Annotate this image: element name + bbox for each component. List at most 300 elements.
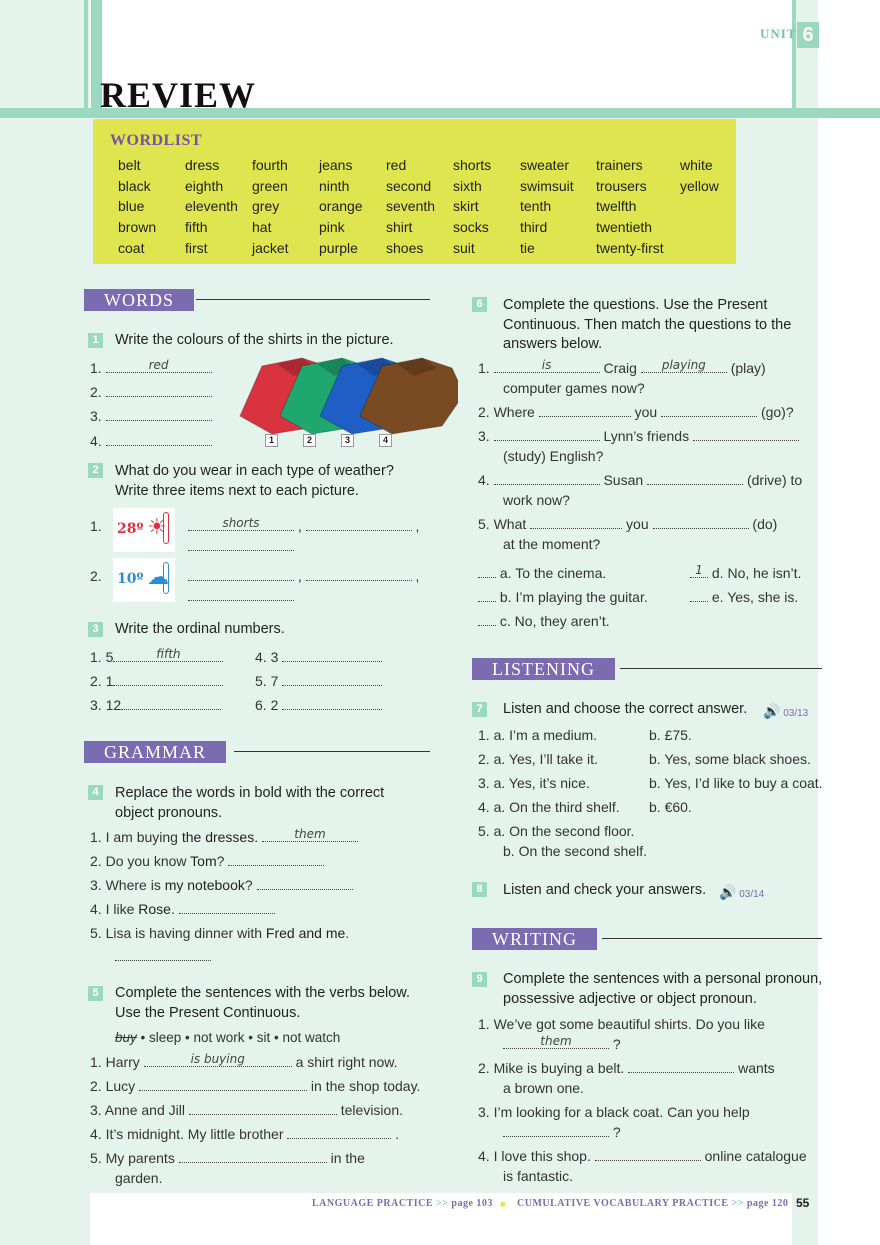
exercise-item <box>90 431 212 451</box>
text: c. No, they aren’t. <box>496 613 610 629</box>
exercise-item <box>90 647 223 667</box>
item-number: 1. <box>90 649 106 665</box>
wordlist-word: eleventh <box>185 198 238 215</box>
wordlist-word: belt <box>118 157 141 173</box>
answer-blank[interactable] <box>641 358 727 373</box>
exercise-item <box>478 358 766 378</box>
exercise-item <box>478 749 811 769</box>
exercise-item <box>478 514 777 534</box>
item-number: 4. <box>478 799 494 815</box>
answer-blank[interactable] <box>106 409 212 421</box>
cold-weather-picture <box>113 558 175 602</box>
exercise-item <box>90 358 212 378</box>
exercise-instruction: Complete the sentences with a personal pronoun, possessive adjective or object pronoun. <box>503 971 823 1007</box>
temperature-label: 28º <box>117 521 144 537</box>
wordlist-column <box>118 155 156 259</box>
footer-language-practice[interactable]: LANGUAGE PRACTICE >> page 103 <box>312 1198 493 1209</box>
exercise-number: 6 <box>472 297 487 312</box>
thermometer-icon <box>163 512 169 544</box>
answer-blank[interactable] <box>503 1034 609 1049</box>
exercise-item <box>90 1052 398 1072</box>
exercise-item <box>255 671 382 691</box>
wordlist-word: second <box>386 177 432 194</box>
text: Craig <box>599 360 641 376</box>
answer-blank[interactable] <box>257 878 353 890</box>
exercise-item-cont <box>115 1168 162 1188</box>
audio-track[interactable] <box>719 884 764 901</box>
question-value: 1 <box>105 673 114 689</box>
bold-words: Fred and me <box>265 925 346 941</box>
text: Lisa is having dinner with <box>105 925 266 941</box>
wordlist-word: jacket <box>252 239 289 256</box>
question-value: 2 <box>270 697 283 713</box>
wordlist-word: tie <box>520 239 535 256</box>
exercise-item <box>478 1014 765 1034</box>
handwritten-answer: them <box>294 827 326 841</box>
wordlist-word: green <box>252 177 288 194</box>
text: work now? <box>503 492 570 508</box>
answer-blank[interactable] <box>121 698 221 710</box>
exercise-item <box>478 797 692 817</box>
exercise-instruction: Write the colours of the shirts in the picture. <box>115 332 394 348</box>
section-title: GRAMMAR <box>84 741 226 763</box>
answer-blank[interactable] <box>647 473 743 485</box>
answer-blank[interactable] <box>306 519 412 531</box>
text: garden. <box>115 1170 163 1186</box>
exercise-item <box>90 923 349 943</box>
text: I love this shop. <box>493 1148 595 1164</box>
exercise-item <box>188 516 419 536</box>
text: (go)? <box>757 404 794 420</box>
answer-blank[interactable] <box>494 473 600 485</box>
section-title: WORDS <box>84 289 194 311</box>
item-number: 4. <box>90 1126 106 1142</box>
exercise-item <box>255 695 382 715</box>
wordlist-column <box>185 155 238 259</box>
exercise-item-cont <box>503 446 603 466</box>
track-number: 03/14 <box>739 889 765 900</box>
answer-blank[interactable] <box>494 358 600 373</box>
answer-blank[interactable] <box>306 569 412 581</box>
temperature-label: 10º <box>117 571 144 587</box>
exercise-item <box>90 899 275 919</box>
match-blank[interactable] <box>478 566 496 578</box>
text: at the moment? <box>503 536 601 552</box>
handwritten-answer: is buying <box>190 1052 245 1066</box>
item-number: 1. <box>478 727 494 743</box>
section-grammar <box>84 741 430 763</box>
page-number: 55 <box>796 1196 810 1210</box>
match-blank[interactable] <box>478 614 496 626</box>
text: ? <box>609 1036 621 1052</box>
exercise-number: 9 <box>472 972 487 987</box>
option-b[interactable]: b. £75. <box>649 727 692 743</box>
exercise-item-cont <box>188 586 294 606</box>
wordlist-word: skirt <box>453 198 479 215</box>
verb-box <box>115 1028 340 1048</box>
answer-blank[interactable] <box>503 1125 609 1137</box>
sun-icon: ☀ <box>147 514 167 539</box>
text: a. To the cinema. <box>496 565 607 581</box>
exercise-item <box>478 725 692 745</box>
exercise-number: 3 <box>88 622 103 637</box>
item-number: 2. <box>478 751 494 767</box>
text: you <box>622 516 653 532</box>
wordlist-word: tenth <box>520 198 552 215</box>
text: I like <box>105 901 139 917</box>
text: ? <box>609 1124 621 1140</box>
wordlist-word: first <box>185 239 208 256</box>
text: e. Yes, she is. <box>708 589 799 605</box>
exercise-item <box>90 875 353 895</box>
item-number: 3. <box>478 1104 494 1120</box>
track-number: 03/13 <box>783 708 809 719</box>
option-a[interactable]: a. Yes, I’ll take it. <box>493 751 598 767</box>
text: computer games now? <box>503 380 645 396</box>
answer-blank[interactable] <box>539 405 631 417</box>
wordlist-word: eighth <box>185 177 224 194</box>
text: I’m looking for a black coat. Can you help <box>493 1104 750 1120</box>
wordlist-word: trousers <box>596 177 647 194</box>
text: Lucy <box>105 1078 140 1094</box>
wordlist-word: brown <box>118 219 157 236</box>
exercise-item <box>478 426 799 446</box>
exercise-item-cont <box>503 534 600 554</box>
answer-blank[interactable] <box>262 827 358 842</box>
hot-weather-picture <box>113 508 175 552</box>
text: , <box>411 518 420 534</box>
answer-option <box>478 587 648 607</box>
answer-option <box>478 611 610 631</box>
audio-track[interactable] <box>763 703 808 720</box>
text: Lynn’s friends <box>599 428 693 444</box>
match-blank[interactable] <box>690 590 708 602</box>
wordlist-word: white <box>680 157 713 173</box>
option-a[interactable]: a. On the second floor. <box>493 823 635 839</box>
item-number: 5. <box>90 1150 106 1166</box>
option-b[interactable]: b. Yes, some black shoes. <box>649 751 811 767</box>
exercise-item <box>90 695 221 715</box>
answer-blank[interactable] <box>188 516 294 531</box>
exercise-instruction: Listen and check your answers. <box>503 882 707 898</box>
answer-blank[interactable] <box>653 517 749 529</box>
wordlist-word: grey <box>252 198 280 215</box>
wordlist-word: twenty-first <box>596 239 664 256</box>
item-number-wrap <box>90 566 102 586</box>
answer-blank[interactable] <box>188 569 294 581</box>
wordlist-word: socks <box>453 219 489 236</box>
unit-number: 6 <box>797 22 819 48</box>
wordlist-word: red <box>386 157 407 173</box>
exercise-instruction: What do you wear in each type of weather? Write three items next to each picture. <box>115 463 394 499</box>
exercise-number: 1 <box>88 333 103 348</box>
exercise-instruction: Replace the words in bold with the correct object pronouns. <box>115 785 385 821</box>
text: d. No, he isn’t. <box>708 565 802 581</box>
wordlist-word: fifth <box>185 219 208 236</box>
item-number: 4. <box>90 901 106 917</box>
handwritten-answer: them <box>540 1034 572 1048</box>
answer-blank[interactable] <box>106 358 212 373</box>
section-writing <box>472 928 822 950</box>
exercise-item-cont <box>503 1034 621 1054</box>
answer-blank[interactable] <box>139 1079 307 1091</box>
answer-blank[interactable] <box>595 1149 701 1161</box>
text: wants <box>734 1060 775 1076</box>
exercise-number: 2 <box>88 463 103 478</box>
text: Mike is buying a belt. <box>493 1060 629 1076</box>
text: in the <box>326 1150 365 1166</box>
item-number: 4. <box>478 1148 494 1164</box>
wordlist-word: shirt <box>386 219 413 236</box>
wordlist-word: yellow <box>680 177 719 194</box>
text: in the shop today. <box>307 1078 421 1094</box>
wordlist-word: coat <box>118 239 145 256</box>
wordlist-word: pink <box>319 219 345 236</box>
answer-option <box>478 563 606 583</box>
text: . <box>345 925 350 941</box>
item-number: 1. <box>478 1016 494 1032</box>
exercise-instruction: Listen and choose the correct answer. <box>503 701 748 717</box>
answer-blank[interactable] <box>179 902 275 914</box>
text: (do) <box>748 516 778 532</box>
wordlist-word: blue <box>118 198 145 215</box>
speaker-icon: 🔊 <box>719 884 737 900</box>
text: online catalogue <box>700 1148 807 1164</box>
answer-blank[interactable] <box>530 517 622 529</box>
exercise-item-cont <box>115 946 211 966</box>
answer-blank[interactable] <box>115 949 211 961</box>
question-value: 3 <box>270 649 283 665</box>
exercise-item-cont <box>503 378 645 398</box>
text: , <box>294 568 306 584</box>
text: . <box>170 901 179 917</box>
page-title: REVIEW <box>100 75 257 115</box>
answer-blank[interactable] <box>188 589 294 601</box>
exercise-item-cont <box>503 1166 573 1186</box>
option-b[interactable]: b. Yes, I’d like to buy a coat. <box>649 775 823 791</box>
item-number: 3. <box>90 408 102 424</box>
exercise-item <box>255 647 382 667</box>
item-number: 4. <box>478 472 494 488</box>
exercise-item <box>90 1100 403 1120</box>
wordlist-word: twelfth <box>596 198 637 215</box>
text: (study) English? <box>503 448 604 464</box>
answer-blank[interactable] <box>189 1103 337 1115</box>
background-right <box>792 0 818 1245</box>
speaker-icon: 🔊 <box>763 703 781 719</box>
answer-blank[interactable] <box>179 1151 327 1163</box>
wordlist-word: fourth <box>252 157 288 173</box>
wordlist-box <box>93 119 736 264</box>
handwritten-answer: 1 <box>695 563 703 577</box>
question-value: 12 <box>105 697 122 713</box>
wordlist-word: sweater <box>520 157 570 173</box>
exercise-item <box>90 1148 365 1168</box>
exercise-item <box>478 1102 750 1122</box>
verb-list: • sleep • not work • sit • not watch <box>136 1030 341 1045</box>
bold-words: Tom <box>190 853 217 869</box>
item-number: 1. <box>90 360 102 376</box>
exercise-number: 4 <box>88 785 103 800</box>
footer-vocabulary-practice[interactable]: CUMULATIVE VOCABULARY PRACTICE >> page 120 <box>517 1198 789 1209</box>
text: I am buying <box>105 829 182 845</box>
decor-bar <box>792 0 796 118</box>
wordlist-column <box>520 155 574 259</box>
text: My parents <box>105 1150 179 1166</box>
wordlist-word: orange <box>319 198 363 215</box>
match-blank[interactable] <box>478 590 496 602</box>
answer-blank[interactable] <box>113 674 223 686</box>
item-number-wrap <box>90 516 102 536</box>
wordlist-word: black <box>118 177 151 194</box>
exercise-number: 5 <box>88 986 103 1001</box>
item-number: 2. <box>90 384 102 400</box>
text: television. <box>336 1102 404 1118</box>
handwritten-answer: fifth <box>156 647 181 661</box>
text: (drive) to <box>743 472 803 488</box>
wordlist-word: sixth <box>453 177 482 194</box>
text: (play) <box>726 360 766 376</box>
item-number: 6. <box>255 697 271 713</box>
unit-label: UNIT <box>760 26 797 41</box>
text: Where <box>493 404 539 420</box>
decor-bar <box>84 0 88 118</box>
item-number: 3. <box>478 428 494 444</box>
item-number: 5. <box>255 673 271 689</box>
wordlist-word: shorts <box>453 157 492 173</box>
answer-option <box>690 587 798 607</box>
wordlist-column <box>319 155 363 259</box>
match-blank[interactable] <box>690 563 708 578</box>
item-number: 1. <box>90 829 106 845</box>
item-number: 3. <box>90 877 106 893</box>
section-title: LISTENING <box>472 658 615 680</box>
exercise-item <box>478 402 794 422</box>
exercise-item <box>90 382 212 402</box>
answer-blank[interactable] <box>661 405 757 417</box>
text: . <box>391 1126 400 1142</box>
answer-blank[interactable] <box>628 1061 734 1073</box>
question-value: 5 <box>105 649 114 665</box>
wordlist-title: WORDLIST <box>110 132 203 149</box>
wordlist-word: ninth <box>319 177 350 194</box>
wordlist-column <box>386 155 435 259</box>
handwritten-answer: playing <box>661 358 706 372</box>
exercise-item-cont <box>503 490 570 510</box>
wordlist-word: twentieth <box>596 219 653 236</box>
text: a shirt right now. <box>291 1054 398 1070</box>
item-number: 1. <box>90 1054 106 1070</box>
answer-blank[interactable] <box>113 647 223 662</box>
text: ? <box>244 877 257 893</box>
answer-blank[interactable] <box>106 434 212 446</box>
verb-used: buy <box>115 1030 137 1045</box>
option-a[interactable]: a. Yes, it’s nice. <box>493 775 590 791</box>
exercise-item <box>478 1146 807 1166</box>
text: a brown one. <box>503 1080 584 1096</box>
text: b. I’m playing the guitar. <box>496 589 648 605</box>
bold-words: Rose <box>138 901 171 917</box>
wordlist-word: swimsuit <box>520 177 574 194</box>
exercise-item-cont <box>503 1122 621 1142</box>
exercise-item <box>478 1058 775 1078</box>
exercise-item <box>90 827 358 847</box>
option-a[interactable]: a. I’m a medium. <box>493 727 598 743</box>
handwritten-answer: is <box>541 358 552 372</box>
option-a[interactable]: a. On the third shelf. <box>493 799 620 815</box>
text: is fantastic. <box>503 1168 574 1184</box>
option-b[interactable]: b. €60. <box>649 799 692 815</box>
section-words <box>84 289 430 311</box>
answer-blank[interactable] <box>282 698 382 710</box>
answer-blank[interactable] <box>282 650 382 662</box>
wordlist-word: dress <box>185 157 220 173</box>
text: , <box>294 518 306 534</box>
answer-blank[interactable] <box>188 539 294 551</box>
exercise-item <box>478 821 647 859</box>
rain-cloud-icon: ☁ <box>147 564 169 589</box>
answer-blank[interactable] <box>228 854 324 866</box>
exercise-number: 8 <box>472 882 487 897</box>
wordlist-column <box>596 155 664 259</box>
answer-blank[interactable] <box>106 385 212 397</box>
item-number: 2. <box>478 404 494 420</box>
exercise-item <box>188 566 419 586</box>
shirt-label: 4 <box>379 434 392 447</box>
footer-separator: ■ <box>500 1199 506 1209</box>
item-number: 3. <box>90 697 106 713</box>
text: . <box>254 829 262 845</box>
item-number: 3. <box>478 775 494 791</box>
wordlist-word: purple <box>319 239 358 256</box>
exercise-item <box>90 406 212 426</box>
item-number: 4. <box>255 649 271 665</box>
answer-blank[interactable] <box>494 429 600 441</box>
exercise-item <box>478 470 802 490</box>
thermometer-icon <box>163 562 169 594</box>
text: you <box>630 404 662 420</box>
wordlist-word: shoes <box>386 239 424 256</box>
answer-blank[interactable] <box>693 429 799 441</box>
item-number: 2. <box>90 673 106 689</box>
wordlist-word: trainers <box>596 157 643 173</box>
text: It’s midnight. My little brother <box>105 1126 288 1142</box>
item-number: 5. <box>478 516 494 532</box>
wordlist-word: suit <box>453 239 475 256</box>
handwritten-answer: shorts <box>222 516 260 530</box>
answer-option <box>690 563 801 583</box>
exercise-item <box>90 851 324 871</box>
text: Harry <box>105 1054 144 1070</box>
exercise-item <box>90 1076 420 1096</box>
option-b[interactable]: b. On the second shelf. <box>503 843 647 859</box>
exercise-instruction: Complete the sentences with the verbs below. Use the Present Continuous. <box>115 985 410 1021</box>
question-value: 7 <box>270 673 283 689</box>
text: Anne and Jill <box>104 1102 189 1118</box>
section-title: WRITING <box>472 928 597 950</box>
shirt-label: 1 <box>265 434 278 447</box>
shirt-label: 3 <box>341 434 354 447</box>
section-listening <box>472 658 822 680</box>
answer-blank[interactable] <box>144 1052 292 1067</box>
wordlist-column <box>680 155 719 196</box>
handwritten-answer: red <box>148 358 169 372</box>
item-number: 3. <box>90 1102 105 1118</box>
item-number: 4. <box>90 433 102 449</box>
answer-blank[interactable] <box>287 1127 391 1139</box>
answer-blank[interactable] <box>282 674 382 686</box>
text: Susan <box>599 472 648 488</box>
